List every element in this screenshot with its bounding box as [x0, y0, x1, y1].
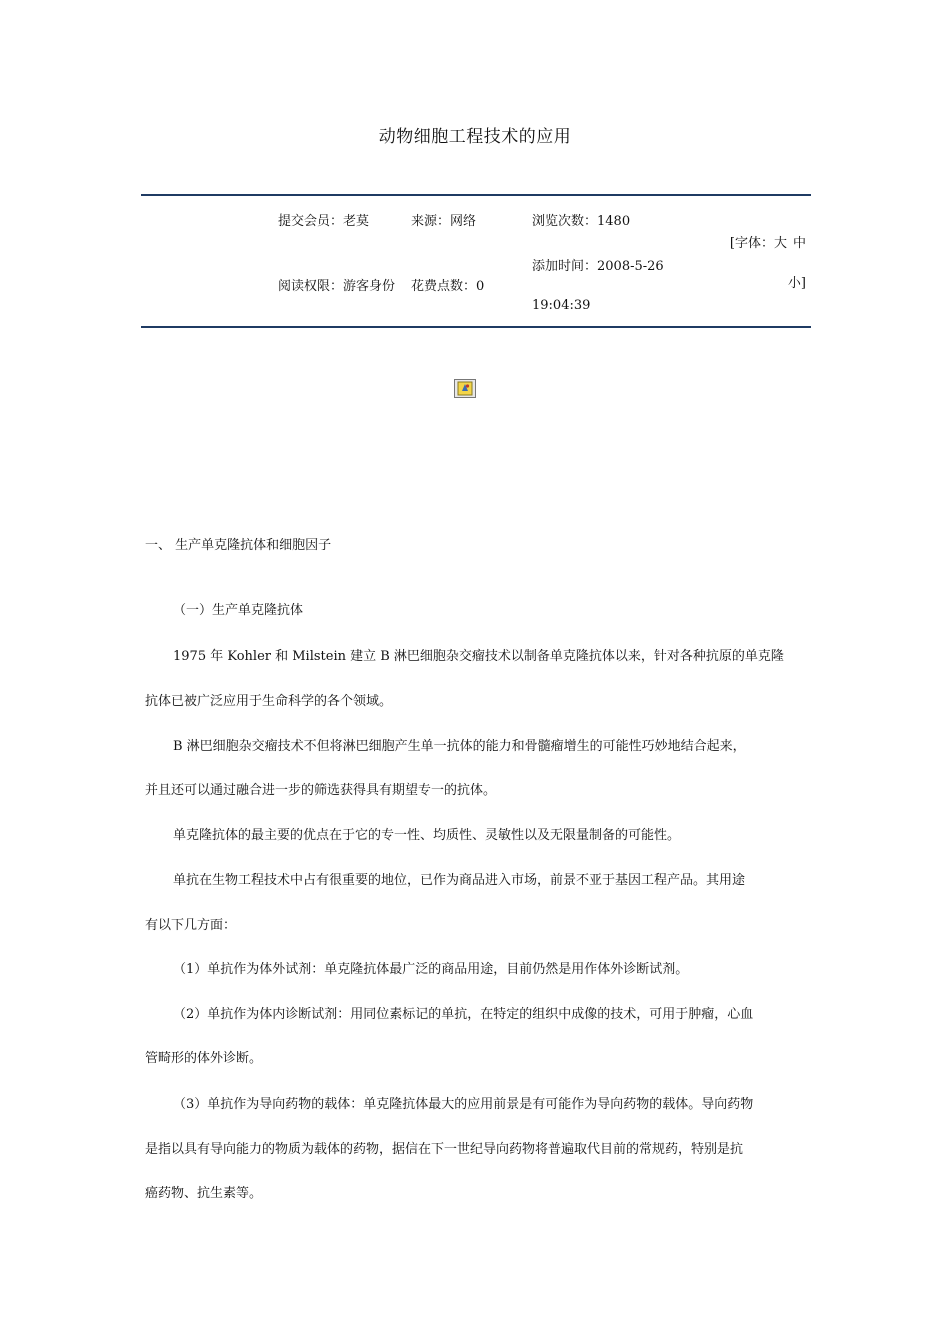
font-size-control	[700, 236, 806, 252]
content-line: 并且还可以通过融合进一步的筛选获得具有期望专一的抗体。	[145, 783, 497, 798]
content-line: 单抗在生物工程技术中占有很重要的地位，已作为商品进入市场，前景不亚于基因工程产品。其用途	[173, 873, 746, 888]
broken-image-icon	[454, 379, 476, 398]
content-line: 癌药物、抗生素等。	[145, 1186, 263, 1201]
meta-submitter: 提交会员：老莫	[278, 214, 370, 229]
content-line: 管畸形的体外诊断。	[145, 1051, 263, 1066]
content-line: 有以下几方面：	[145, 918, 237, 933]
font-size-medium-link[interactable]: 中	[792, 236, 806, 251]
meta-added-date: 添加时间：2008-5-26	[532, 259, 664, 274]
page-title: 动物细胞工程技术的应用	[378, 127, 572, 147]
header-rule-bottom	[141, 326, 811, 328]
meta-source: 来源：网络	[411, 214, 477, 229]
content-line: B 淋巴细胞杂交瘤技术不但将淋巴细胞产生单一抗体的能力和骨髓瘤增生的可能性巧妙地结合起来，	[173, 739, 746, 754]
content-line: （一）生产单克隆抗体	[173, 603, 304, 618]
content-line: 单克隆抗体的最主要的优点在于它的专一性、均质性、灵敏性以及无限量制备的可能性。	[173, 828, 681, 843]
header-rule-top	[141, 194, 811, 196]
meta-added-time: 19:04:39	[532, 298, 591, 313]
meta-views: 浏览次数：1480	[532, 214, 631, 229]
font-size-large-link[interactable]: [字体：大	[729, 236, 787, 251]
content-line: （3）单抗作为导向药物的载体：单克隆抗体最大的应用前景是有可能作为导向药物的载体。导向药物	[173, 1097, 754, 1112]
content-line: 一、 生产单克隆抗体和细胞因子	[145, 538, 332, 553]
content-line: （2）单抗作为体内诊断试剂：用同位素标记的单抗，在特定的组织中成像的技术，可用于肿瘤，心血	[173, 1007, 754, 1022]
content-line: （1）单抗作为体外试剂：单克隆抗体最广泛的商品用途，目前仍然是用作体外诊断试剂。	[173, 962, 689, 977]
content-line: 1975 年 Kohler 和 Milstein 建立 B 淋巴细胞杂交瘤技术以制备单克隆抗体以来，针对各种抗原的单克隆	[173, 649, 784, 664]
content-line: 是指以具有导向能力的物质为载体的药物，据信在下一世纪导向药物将普遍取代目前的常规药，特别是抗	[145, 1142, 744, 1157]
meta-cost: 花费点数：0	[411, 279, 485, 294]
font-size-small-link[interactable]: 小]	[787, 276, 806, 291]
content-line: 抗体已被广泛应用于生命科学的各个领域。	[145, 694, 393, 709]
meta-permission: 阅读权限：游客身份	[278, 279, 396, 294]
